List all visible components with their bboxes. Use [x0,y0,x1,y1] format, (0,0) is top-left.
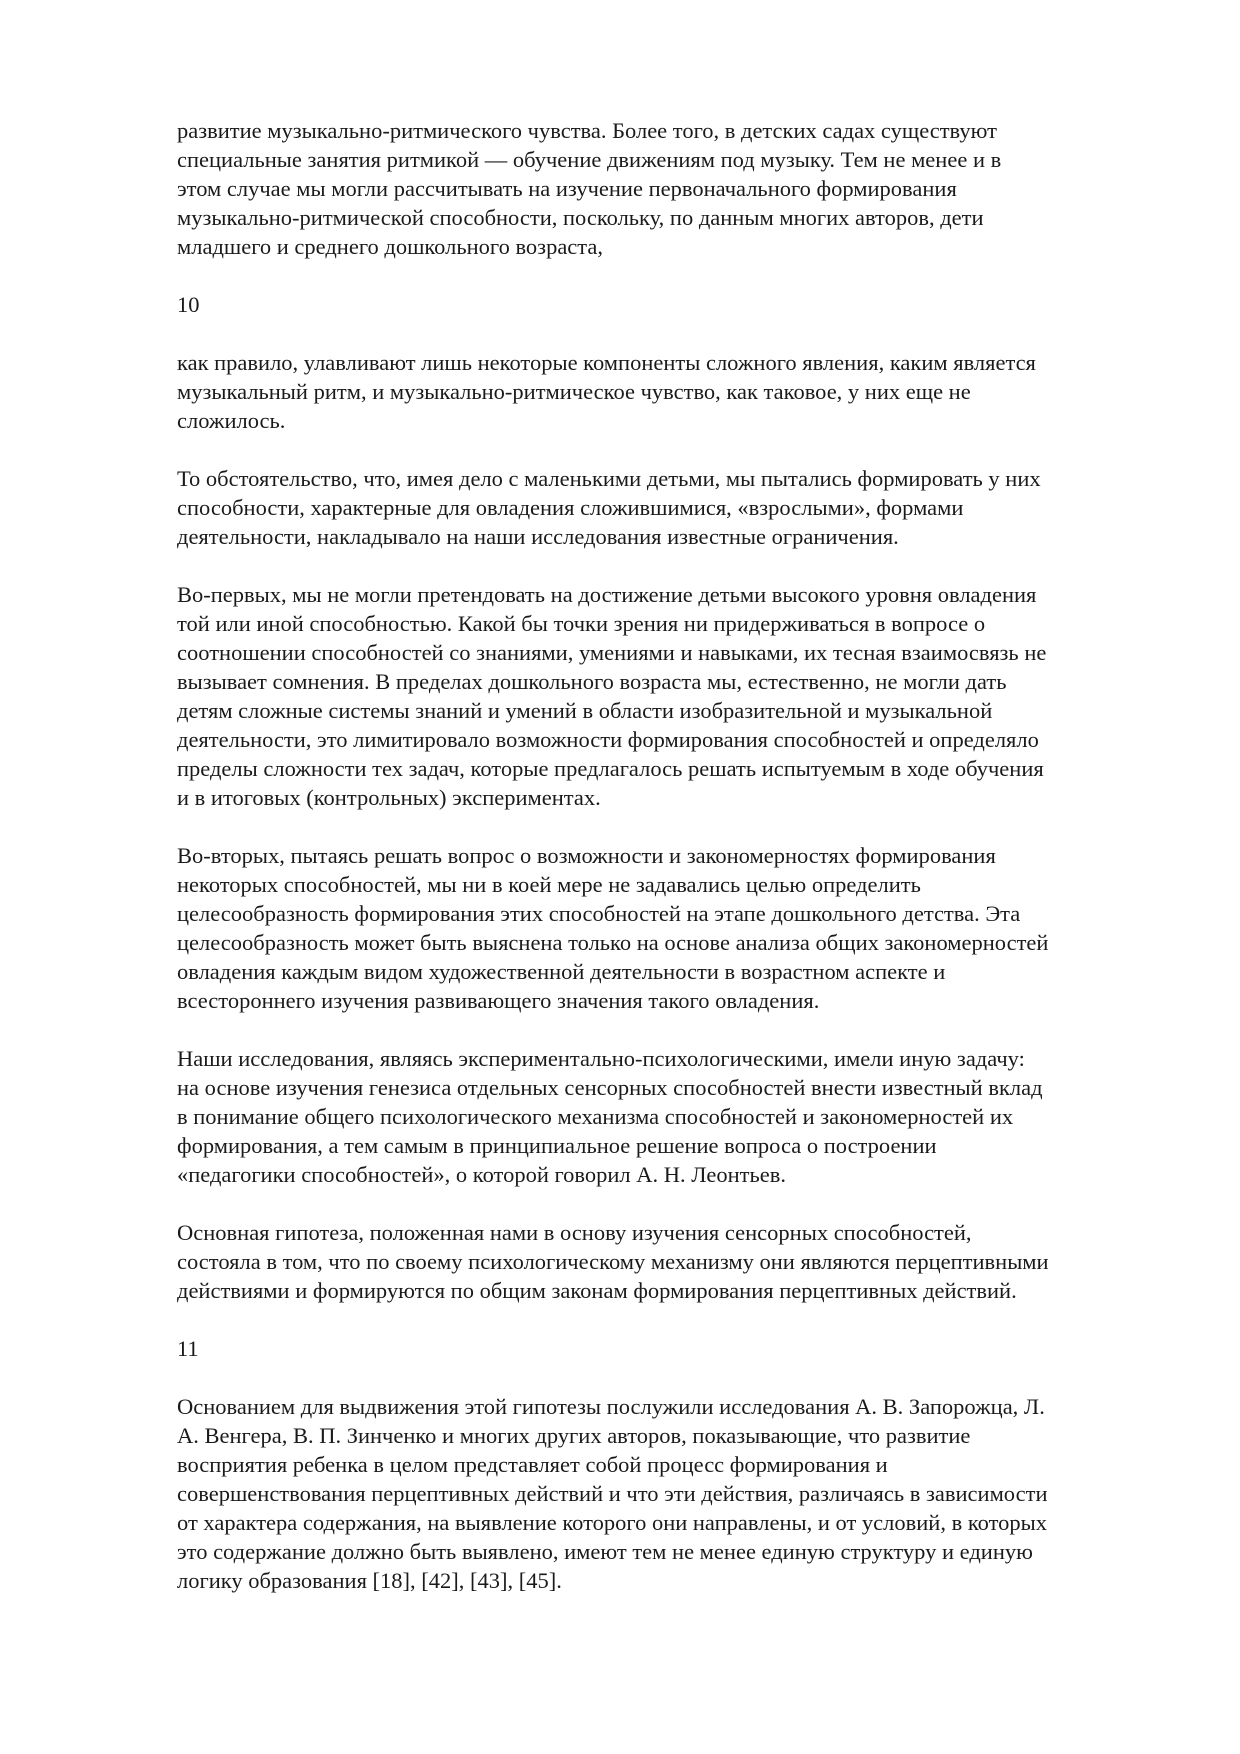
text-line: некоторых способностей, мы ни в коей мере не задавались целью определить [177,872,921,897]
text-line: вызывает сомнения. В пределах дошкольного возраста мы, естественно, не могли дать [177,669,1007,694]
text-line: действиями и формируются по общим законам формирования перцептивных действий. [177,1278,1017,1303]
text-line: Во-вторых, пытаясь решать вопрос о возможности и закономерностях формирования [177,843,996,868]
text-line: младшего и среднего дошкольного возраста, [177,234,604,259]
text-line: То обстоятельство, что, имея дело с маленькими детьми, мы пытались формировать у них [177,466,1041,491]
text-line: способности, характерные для овладения сложившимися, «взрослыми», формами [177,495,964,520]
text-line: в понимание общего психологического механизма способностей и закономерностей их [177,1104,1014,1129]
text-line: всестороннего изучения развивающего значения такого овладения. [177,988,820,1013]
text-line: музыкально-ритмической способности, поскольку, по данным многих авторов, дети [177,205,984,230]
text-line: это содержание должно быть выявлено, имеют тем не менее единую структуру и единую [177,1539,1033,1564]
paragraph [177,464,1177,551]
paragraph [177,841,1177,1015]
text-line: развитие музыкально-ритмического чувства. Более того, в детских садах существуют [177,118,998,143]
text-line: А. Венгера, В. П. Зинченко и многих других авторов, показывающие, что развитие [177,1423,971,1448]
paragraph [177,1044,1177,1189]
paragraph [177,1218,1177,1305]
text-line: формирования, а тем самым в принципиальное решение вопроса о построении [177,1133,937,1158]
text-line: Основная гипотеза, положенная нами в основу изучения сенсорных способностей, [177,1220,972,1245]
text-line: детям сложные системы знаний и умений в области изобразительной и музыкальной [177,698,993,723]
text-line: целесообразность может быть выяснена только на основе анализа общих закономерностей [177,930,1049,955]
paragraph [177,1392,1177,1595]
text-line: сложилось. [177,408,286,433]
text-line: целесообразность формирования этих способностей на этапе дошкольного детства. Эта [177,901,1021,926]
text-line: соотношении способностей со знаниями, умениями и навыками, их тесная взаимосвязь не [177,640,1047,665]
text-line: на основе изучения генезиса отдельных сенсорных способностей внести известный вклад [177,1075,1043,1100]
page-number: 11 [177,1336,199,1361]
text-line: той или иной способностью. Какой бы точки зрения ни придерживаться в вопросе о [177,611,986,636]
text-line: как правило, улавливают лишь некоторые компоненты сложного явления, каким является [177,350,1036,375]
body-text [177,116,1177,1624]
text-line: от характера содержания, на выявление которого они направлены, и от условий, в которых [177,1510,1047,1535]
text-line: музыкальный ритм, и музыкально-ритмическое чувство, как таковое, у них еще не [177,379,971,404]
text-line: специальные занятия ритмикой — обучение движениям под музыку. Тем не менее и в [177,147,1002,172]
text-line: состояла в том, что по своему психологическому механизму они являются перцептивными [177,1249,1049,1274]
text-line: «педагогики способностей», о которой говорил А. Н. Леонтьев. [177,1162,786,1187]
text-line: этом случае мы могли рассчитывать на изучение первоначального формирования [177,176,957,201]
text-line: и в итоговых (контрольных) экспериментах. [177,785,601,810]
text-line: логику образования [18], [42], [43], [45]. [177,1568,562,1593]
text-line: восприятия ребенка в целом представляет собой процесс формирования и [177,1452,888,1477]
text-line: совершенствования перцептивных действий и что эти действия, различаясь в зависимости [177,1481,1048,1506]
text-line: Во-первых, мы не могли претендовать на достижение детьми высокого уровня овладения [177,582,1037,607]
text-line: Основанием для выдвижения этой гипотезы послужили исследования А. В. Запорожца, Л. [177,1394,1045,1419]
text-line: деятельности, накладывало на наши исследования известные ограничения. [177,524,899,549]
page-number: 10 [177,292,200,317]
text-line: пределы сложности тех задач, которые предлагалось решать испытуемым в ходе обучения [177,756,1044,781]
paragraph [177,116,1177,261]
text-line: деятельности, это лимитировало возможности формирования способностей и определяло [177,727,1039,752]
paragraph [177,348,1177,435]
text-line: Наши исследования, являясь экспериментально-психологическими, имели иную задачу: [177,1046,1025,1071]
text-line: овладения каждым видом художественной деятельности в возрастном аспекте и [177,959,946,984]
paragraph [177,580,1177,812]
